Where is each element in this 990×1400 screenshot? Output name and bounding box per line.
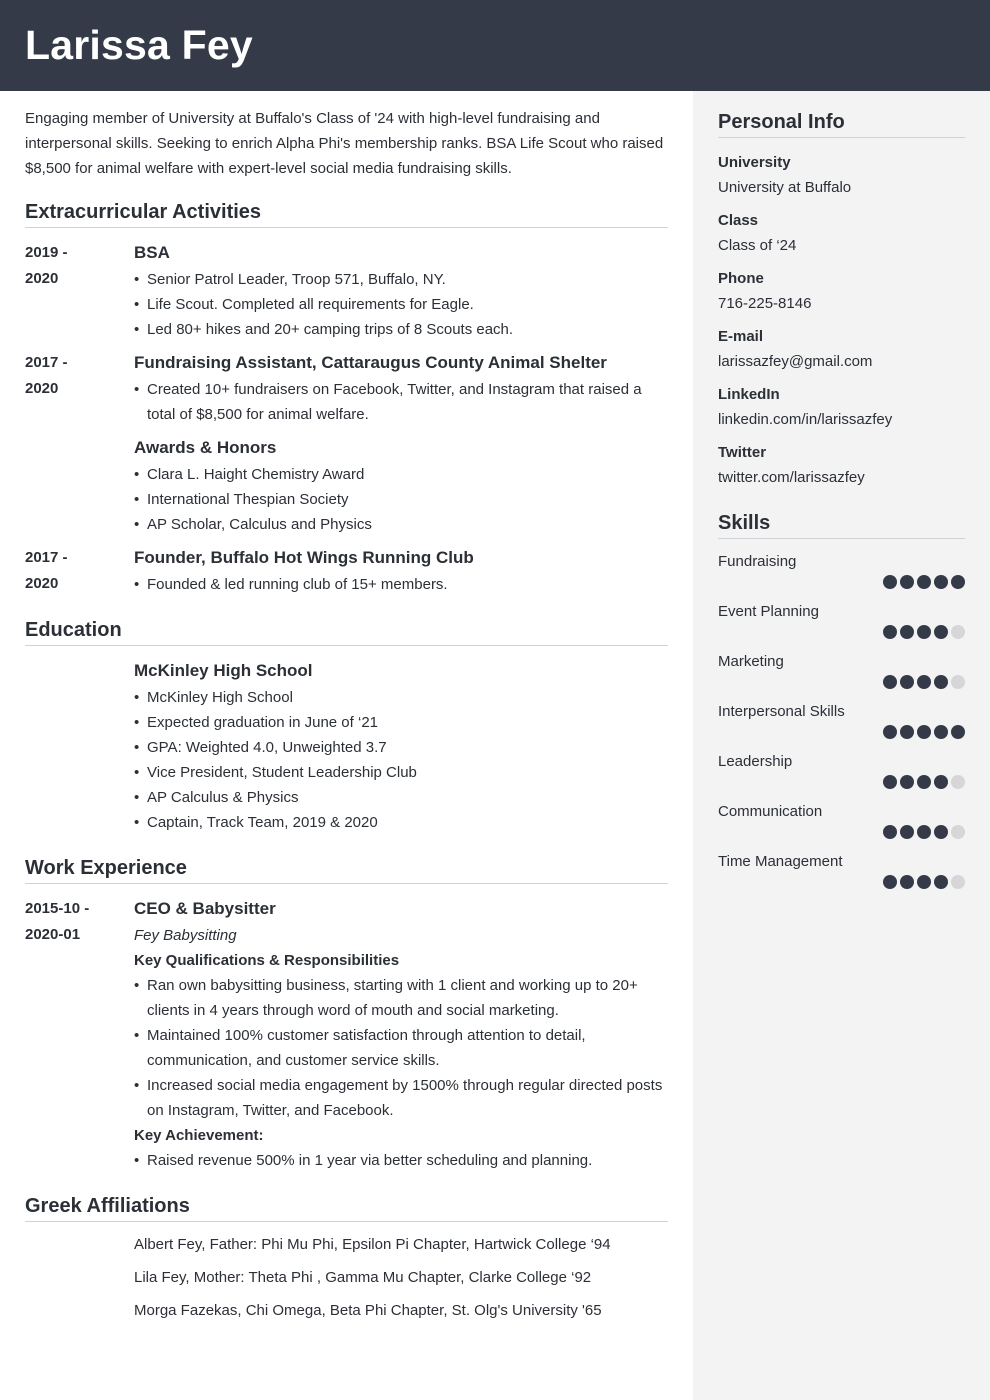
rating-dot-filled bbox=[883, 725, 897, 739]
bullet-list bbox=[134, 1148, 668, 1173]
skill-name: Interpersonal Skills bbox=[718, 703, 845, 720]
rating-dot-filled bbox=[883, 575, 897, 589]
bullet-list bbox=[134, 377, 668, 427]
list-item: • International Thespian Society bbox=[134, 487, 668, 512]
info-value-email: larissazfey@gmail.com bbox=[718, 353, 873, 370]
rating-dot-filled bbox=[900, 875, 914, 889]
greek-line: Morga Fazekas, Chi Omega, Beta Phi Chapter, St. Olg's University '65 bbox=[134, 1302, 602, 1319]
skill-item bbox=[718, 749, 965, 791]
skill-rating bbox=[718, 875, 965, 891]
rating-dot-filled bbox=[917, 625, 931, 639]
entry-title: CEO & Babysitter bbox=[134, 899, 276, 918]
main-column bbox=[25, 106, 668, 1331]
skill-rating bbox=[718, 825, 965, 841]
list-item: • Senior Patrol Leader, Troop 571, Buffalo, NY. bbox=[134, 267, 668, 292]
rating-dot-empty bbox=[951, 625, 965, 639]
skill-rating bbox=[718, 675, 965, 691]
info-label-twitter: Twitter bbox=[718, 444, 767, 461]
achievement-heading: Key Achievement: bbox=[134, 1127, 264, 1144]
rating-dot-filled bbox=[951, 575, 965, 589]
list-item: • Expected graduation in June of ‘21 bbox=[134, 710, 668, 735]
sidebar bbox=[693, 91, 990, 1400]
company-name: Fey Babysitting bbox=[134, 927, 237, 944]
entry-babysitter bbox=[25, 896, 668, 1173]
info-label-class: Class bbox=[718, 212, 759, 229]
rating-dot-empty bbox=[951, 675, 965, 689]
entry-title: BSA bbox=[134, 243, 170, 262]
rating-dot-filled bbox=[900, 825, 914, 839]
entry-school bbox=[25, 658, 668, 835]
rating-dot-filled bbox=[934, 875, 948, 889]
rating-dot-filled bbox=[917, 825, 931, 839]
rating-dot-empty bbox=[951, 775, 965, 789]
header-banner bbox=[0, 0, 990, 91]
skill-item bbox=[718, 549, 965, 591]
bullet-list bbox=[134, 973, 668, 1123]
rating-dot-filled bbox=[934, 725, 948, 739]
skill-rating bbox=[718, 775, 965, 791]
list-item: • Increased social media engagement by 1500% through regular directed posts on Instagram, Twitter, and Facebook. bbox=[134, 1073, 668, 1123]
rating-dot-filled bbox=[917, 575, 931, 589]
section-title-extracurricular: Extracurricular Activities bbox=[25, 199, 668, 228]
work-section bbox=[25, 855, 668, 1173]
skill-item bbox=[718, 599, 965, 641]
entry-title: Fundraising Assistant, Cattaraugus County Animal Shelter bbox=[134, 353, 607, 372]
greek-line: Lila Fey, Mother: Theta Phi , Gamma Mu Chapter, Clarke College ‘92 bbox=[134, 1269, 592, 1286]
skill-name: Marketing bbox=[718, 653, 784, 670]
entry-title: McKinley High School bbox=[134, 661, 313, 680]
bullet-list bbox=[134, 267, 668, 342]
list-item: • AP Scholar, Calculus and Physics bbox=[134, 512, 668, 537]
entry-date: 2015-10 - 2020-01 bbox=[25, 900, 90, 943]
list-item: • Founded & led running club of 15+ members. bbox=[134, 572, 668, 597]
entry-date: 2017 - 2020 bbox=[25, 549, 68, 592]
rating-dot-filled bbox=[900, 775, 914, 789]
list-item: • Ran own babysitting business, starting with 1 client and working up to 20+ clients in 4 years through word of mouth and social marketing. bbox=[134, 973, 668, 1023]
skill-name: Event Planning bbox=[718, 603, 819, 620]
rating-dot-filled bbox=[934, 825, 948, 839]
info-label-linkedin: LinkedIn bbox=[718, 386, 780, 403]
skill-rating bbox=[718, 625, 965, 641]
skill-rating bbox=[718, 575, 965, 591]
skill-name: Fundraising bbox=[718, 553, 797, 570]
entry-title: Founder, Buffalo Hot Wings Running Club bbox=[134, 548, 474, 567]
rating-dot-filled bbox=[934, 625, 948, 639]
rating-dot-filled bbox=[917, 775, 931, 789]
skill-item bbox=[718, 649, 965, 691]
rating-dot-filled bbox=[917, 725, 931, 739]
skill-rating bbox=[718, 725, 965, 741]
section-title-work: Work Experience bbox=[25, 855, 668, 884]
skill-item bbox=[718, 799, 965, 841]
info-value-class: Class of ‘24 bbox=[718, 237, 797, 254]
list-item: • Led 80+ hikes and 20+ camping trips of 8 Scouts each. bbox=[134, 317, 668, 342]
rating-dot-empty bbox=[951, 875, 965, 889]
rating-dot-filled bbox=[883, 625, 897, 639]
info-value-linkedin: linkedin.com/in/larissazfey bbox=[718, 411, 893, 428]
info-label-phone: Phone bbox=[718, 270, 764, 287]
section-title-personal-info: Personal Info bbox=[718, 109, 965, 138]
list-item: • Raised revenue 500% in 1 year via better scheduling and planning. bbox=[134, 1148, 668, 1173]
section-title-education: Education bbox=[25, 617, 668, 646]
qualifications-heading: Key Qualifications & Responsibilities bbox=[134, 952, 400, 969]
skill-item bbox=[718, 699, 965, 741]
entry-running-club bbox=[25, 545, 668, 597]
bullet-list bbox=[134, 462, 668, 537]
info-label-university: University bbox=[718, 154, 791, 171]
rating-dot-filled bbox=[900, 725, 914, 739]
rating-dot-empty bbox=[951, 825, 965, 839]
list-item: • Created 10+ fundraisers on Facebook, Twitter, and Instagram that raised a total of $8,500 for animal welfare. bbox=[134, 377, 668, 427]
entry-date: 2017 - 2020 bbox=[25, 354, 68, 397]
skill-item bbox=[718, 849, 965, 891]
personal-info-list bbox=[718, 150, 965, 490]
list-item: • Maintained 100% customer satisfaction through attention to detail, communication, and customer service skills. bbox=[134, 1023, 668, 1073]
entry-title: Awards & Honors bbox=[134, 438, 277, 457]
rating-dot-filled bbox=[900, 625, 914, 639]
rating-dot-filled bbox=[917, 675, 931, 689]
rating-dot-filled bbox=[934, 575, 948, 589]
rating-dot-filled bbox=[951, 725, 965, 739]
greek-line: Albert Fey, Father: Phi Mu Phi, Epsilon Pi Chapter, Hartwick College ‘94 bbox=[134, 1236, 611, 1253]
rating-dot-filled bbox=[883, 675, 897, 689]
skills-list bbox=[718, 549, 965, 891]
greek-section bbox=[25, 1193, 668, 1331]
skill-name: Communication bbox=[718, 803, 823, 820]
list-item: • McKinley High School bbox=[134, 685, 668, 710]
rating-dot-filled bbox=[883, 825, 897, 839]
section-title-skills: Skills bbox=[718, 510, 965, 539]
rating-dot-filled bbox=[934, 775, 948, 789]
bullet-list bbox=[134, 685, 668, 835]
info-value-university: University at Buffalo bbox=[718, 179, 852, 196]
entry-fundraising-assistant bbox=[25, 350, 668, 427]
list-item: • AP Calculus & Physics bbox=[134, 785, 668, 810]
rating-dot-filled bbox=[917, 875, 931, 889]
list-item: • Captain, Track Team, 2019 & 2020 bbox=[134, 810, 668, 835]
entry-bsa bbox=[25, 240, 668, 342]
rating-dot-filled bbox=[900, 575, 914, 589]
education-section bbox=[25, 617, 668, 835]
summary: Engaging member of University at Buffalo's Class of '24 with high-level fundraising and interpersonal skills. Seeking to enrich Alpha Phi's membership ranks. BSA Life Scout who raised $8,500 for animal welfare with expert-level social media fundraising skills. bbox=[25, 110, 664, 177]
info-label-email: E-mail bbox=[718, 328, 764, 345]
info-value-twitter: twitter.com/larissazfey bbox=[718, 469, 865, 486]
skill-name: Leadership bbox=[718, 753, 793, 770]
list-item: • Life Scout. Completed all requirements for Eagle. bbox=[134, 292, 668, 317]
rating-dot-filled bbox=[900, 675, 914, 689]
list-item: • GPA: Weighted 4.0, Unweighted 3.7 bbox=[134, 735, 668, 760]
list-item: • Vice President, Student Leadership Club bbox=[134, 760, 668, 785]
rating-dot-filled bbox=[934, 675, 948, 689]
bullet-list bbox=[134, 572, 668, 597]
rating-dot-filled bbox=[883, 775, 897, 789]
entry-date: 2019 - 2020 bbox=[25, 244, 68, 287]
section-title-greek: Greek Affiliations bbox=[25, 1193, 668, 1222]
candidate-name: Larissa Fey bbox=[25, 22, 253, 68]
list-item: • Clara L. Haight Chemistry Award bbox=[134, 462, 668, 487]
skill-name: Time Management bbox=[718, 853, 843, 870]
extracurricular-section bbox=[25, 199, 668, 597]
rating-dot-filled bbox=[883, 875, 897, 889]
entry-awards bbox=[25, 435, 668, 537]
info-value-phone: 716-225-8146 bbox=[718, 295, 812, 312]
